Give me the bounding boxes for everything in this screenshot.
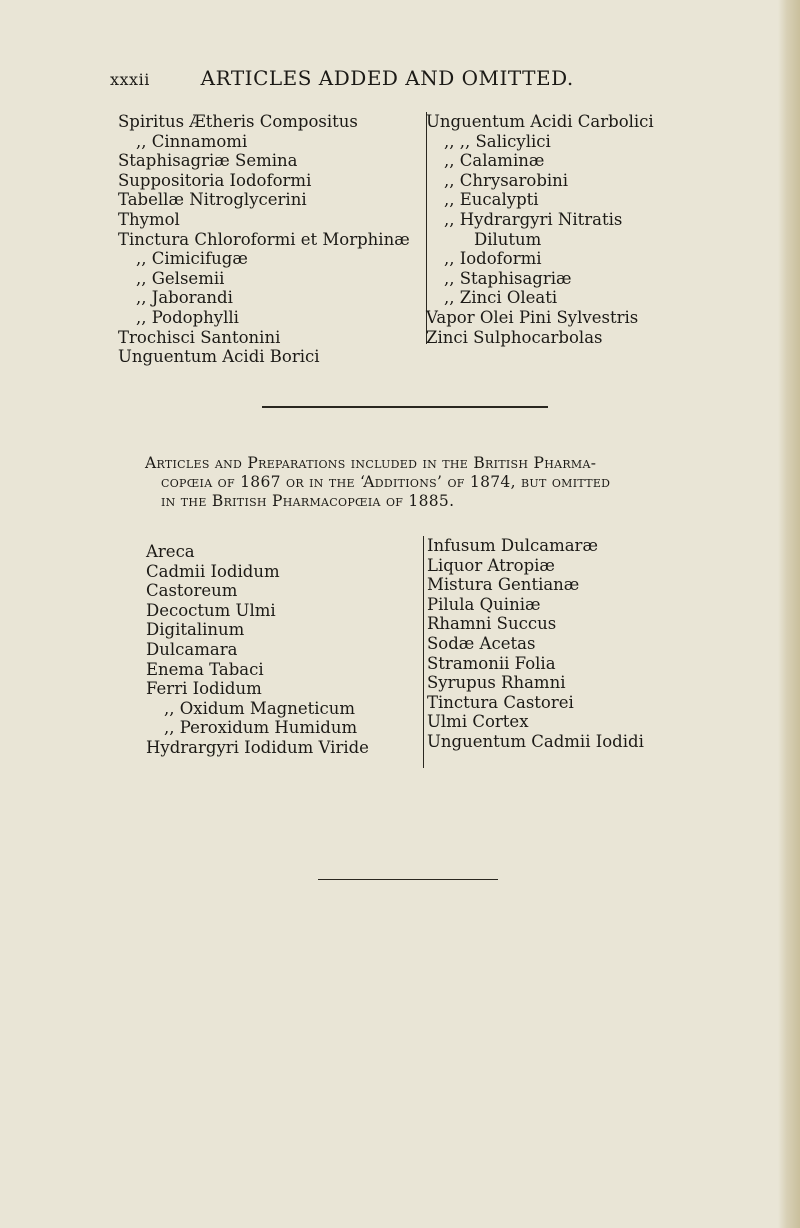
top-right-list bbox=[426, 112, 654, 347]
list-item: Dulcamara bbox=[146, 639, 238, 659]
heading-line: in the British Pharmacopœia of 1885. bbox=[161, 492, 455, 510]
list-item: ,, Zinci Oleati bbox=[444, 288, 558, 308]
list-item: Rhamni Succus bbox=[427, 614, 557, 634]
list-item: Decoctum Ulmi bbox=[146, 600, 276, 620]
list-item: ,, Hydrargyri Nitratis bbox=[444, 209, 623, 229]
list-item: Thymol bbox=[118, 209, 180, 229]
list-item: Ferri Iodidum bbox=[146, 679, 262, 699]
list-item: Unguentum Acidi Borici bbox=[118, 347, 320, 367]
list-item: Castoreum bbox=[146, 581, 238, 601]
list-item: Tinctura Castorei bbox=[427, 692, 574, 712]
heading-line: Articles and Preparations included in the British Pharma- bbox=[145, 454, 597, 472]
list-item: Stramonii Folia bbox=[427, 653, 556, 673]
list-item: Areca bbox=[146, 542, 195, 561]
list-item: ,, Gelsemii bbox=[136, 268, 225, 288]
section-heading bbox=[145, 454, 725, 511]
list-item: Enema Tabaci bbox=[146, 659, 264, 679]
heading-line: copœia of 1867 or in the ‘Additions’ of 1874, but omitted bbox=[161, 473, 611, 491]
list-item: ,, Staphisagriæ bbox=[444, 268, 572, 288]
list-item: Unguentum Acidi Carbolici bbox=[426, 112, 654, 131]
list-item: ,, Oxidum Magneticum bbox=[164, 698, 356, 718]
list-item: ,, Cinnamomi bbox=[136, 131, 248, 151]
bottom-right-list bbox=[427, 536, 644, 752]
list-item: Ulmi Cortex bbox=[427, 712, 529, 732]
list-item: Staphisagriæ Semina bbox=[118, 151, 298, 171]
list-item: Pilula Quiniæ bbox=[427, 594, 541, 614]
list-item: ,, Jaborandi bbox=[136, 288, 233, 308]
list-item: Infusum Dulcamaræ bbox=[427, 536, 598, 555]
list-item: ,, Cimicifugæ bbox=[136, 249, 248, 269]
list-item: Dilutum bbox=[474, 229, 542, 249]
list-item: ,, Peroxidum Humidum bbox=[164, 718, 358, 738]
list-item: Spiritus Ætheris Compositus bbox=[118, 112, 358, 131]
list-item: Vapor Olei Pini Sylvestris bbox=[426, 307, 639, 327]
list-item: Syrupus Rhamni bbox=[427, 673, 566, 693]
list-item: ,, Iodoformi bbox=[444, 249, 542, 269]
list-item: ,, Eucalypti bbox=[444, 190, 539, 210]
list-item: Unguentum Cadmii Iodidi bbox=[427, 731, 644, 751]
page-title: ARTICLES ADDED AND OMITTED. bbox=[200, 66, 574, 90]
list-item: ,, ,, Salicylici bbox=[444, 131, 551, 151]
column-divider bbox=[423, 536, 424, 768]
page-number: xxxii bbox=[110, 70, 150, 89]
page-edge bbox=[778, 0, 800, 1228]
list-item: Sodæ Acetas bbox=[427, 633, 536, 653]
list-item: Tinctura Chloroformi et Morphinæ bbox=[118, 229, 410, 249]
list-item: Liquor Atropiæ bbox=[427, 555, 555, 575]
list-item: Cadmii Iodidum bbox=[146, 561, 280, 581]
list-item: Suppositoria Iodoformi bbox=[118, 170, 312, 190]
list-item: Tabellæ Nitroglycerini bbox=[118, 190, 307, 210]
list-item: Mistura Gentianæ bbox=[427, 575, 580, 595]
running-header bbox=[110, 66, 670, 90]
list-item: ,, Podophylli bbox=[136, 307, 239, 327]
list-item: ,, Calaminæ bbox=[444, 151, 545, 171]
list-item: Digitalinum bbox=[146, 620, 245, 640]
bottom-left-list bbox=[146, 542, 369, 758]
top-left-list bbox=[118, 112, 410, 367]
list-item: ,, Chrysarobini bbox=[444, 170, 569, 190]
list-item: Hydrargyri Iodidum Viride bbox=[146, 737, 369, 757]
end-rule bbox=[318, 879, 498, 880]
list-item: Zinci Sulphocarbolas bbox=[426, 327, 603, 347]
list-item: Trochisci Santonini bbox=[118, 327, 281, 347]
section-rule bbox=[262, 406, 548, 408]
